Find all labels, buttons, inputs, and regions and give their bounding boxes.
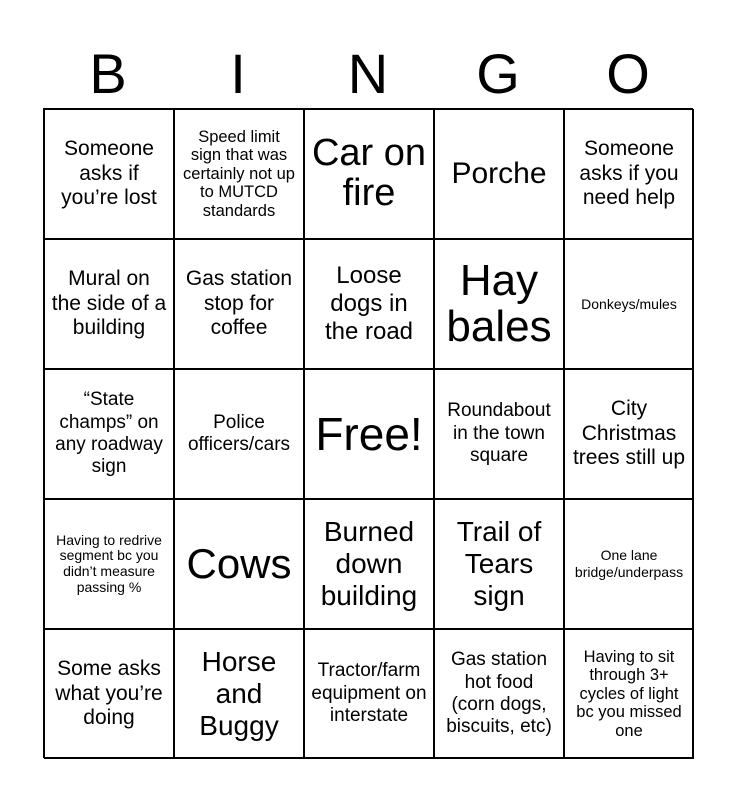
bingo-cell[interactable]: [434, 499, 564, 629]
cell-text: Car on fire: [311, 132, 427, 214]
free-space-text: Free!: [315, 407, 423, 460]
bingo-cell[interactable]: [174, 369, 304, 499]
bingo-cell[interactable]: [564, 629, 694, 759]
header-letter-o: O: [606, 42, 650, 105]
bingo-cell[interactable]: [174, 499, 304, 629]
cell-text: Tractor/farm equipment on interstate: [311, 660, 427, 727]
cell-text: Cows: [186, 539, 292, 587]
cell-text: Hay bales: [446, 255, 552, 351]
bingo-cell[interactable]: [44, 629, 174, 759]
bingo-cell[interactable]: [564, 369, 694, 499]
cell-text: Horse and Buggy: [199, 645, 279, 742]
header-letter-i: I: [230, 42, 246, 105]
bingo-cell[interactable]: [434, 629, 564, 759]
bingo-cell[interactable]: [564, 499, 694, 629]
cell-text: Some asks what you’re doing: [55, 656, 163, 730]
cell-text: Speed limit sign that was certainly not up to MUTCD standards: [183, 127, 295, 220]
cell-text: Someone asks if you need help: [579, 136, 679, 210]
cell-text: Mural on the side of a building: [51, 266, 167, 340]
cell-text: Porche: [451, 157, 547, 191]
bingo-cell[interactable]: [174, 109, 304, 239]
bingo-cell[interactable]: [174, 629, 304, 759]
bingo-cell[interactable]: [564, 239, 694, 369]
cell-text: Gas station stop for coffee: [185, 266, 293, 340]
cell-text: Trail of Tears sign: [456, 515, 542, 612]
cell-text: Having to sit through 3+ cycles of light bc you missed one: [576, 647, 682, 740]
bingo-cell[interactable]: [304, 109, 434, 239]
bingo-cell[interactable]: [434, 239, 564, 369]
bingo-cell[interactable]: [304, 499, 434, 629]
header-letter-n: N: [347, 42, 389, 105]
header-letter-g: G: [476, 42, 520, 105]
bingo-cell[interactable]: [434, 109, 564, 239]
cell-text: Someone asks if you’re lost: [61, 136, 157, 210]
cell-text: Having to redrive segment bc you didn’t measure passing %: [56, 531, 162, 595]
cell-text: One lane bridge/underpass: [574, 547, 684, 580]
bingo-header: [43, 40, 693, 108]
bingo-cell[interactable]: [44, 499, 174, 629]
bingo-cell[interactable]: [304, 629, 434, 759]
bingo-cell[interactable]: [44, 369, 174, 499]
bingo-cell[interactable]: [304, 239, 434, 369]
header-letter-b: B: [89, 42, 127, 105]
cell-text: Donkeys/mules: [581, 295, 677, 312]
cell-text: “State champs” on any roadway sign: [55, 389, 163, 478]
bingo-cell[interactable]: [44, 109, 174, 239]
bingo-cell[interactable]: [174, 239, 304, 369]
cell-text: Police officers/cars: [187, 411, 291, 455]
cell-text: Burned down building: [320, 515, 418, 612]
cell-text: Gas station hot food (corn dogs, biscuits, etc): [446, 649, 552, 738]
bingo-cell[interactable]: [44, 239, 174, 369]
bingo-cell[interactable]: [434, 369, 564, 499]
cell-text: Roundabout in the town square: [447, 400, 551, 467]
cell-text: City Christmas trees still up: [572, 396, 686, 470]
cell-text: Loose dogs in the road: [324, 261, 414, 346]
free-space-cell[interactable]: [304, 369, 434, 499]
bingo-cell[interactable]: [564, 109, 694, 239]
bingo-board: [43, 108, 693, 758]
